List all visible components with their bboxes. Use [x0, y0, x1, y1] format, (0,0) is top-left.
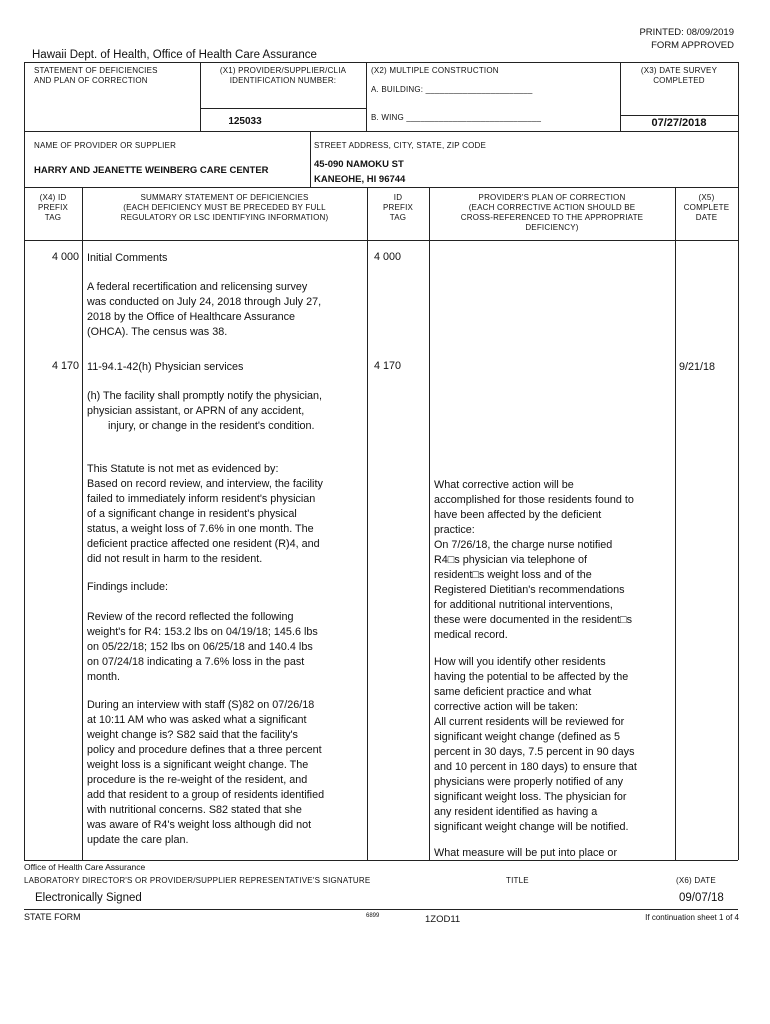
header-line: (X5)	[698, 193, 715, 202]
text-line: practice:	[434, 524, 475, 536]
header-line: ID	[393, 193, 403, 202]
text-line: was conducted on July 24, 2018 through July 27,	[87, 296, 322, 308]
rule	[738, 62, 739, 860]
header-line: PREFIX	[382, 203, 414, 212]
text-line: On 7/26/18, the charge nurse notified	[434, 539, 613, 551]
text-line: failed to immediately inform resident's physician	[87, 493, 316, 505]
rule	[24, 860, 738, 861]
text-line: What corrective action will be	[434, 479, 574, 491]
text-line: add that resident to a group of residents identified	[87, 789, 325, 801]
x5-header	[675, 193, 738, 223]
text-line: physician assistant, or APRN of any accident,	[87, 405, 305, 417]
header-line: DATE	[695, 213, 718, 222]
rule	[366, 62, 367, 131]
identify-residents-text	[434, 655, 637, 835]
rule	[82, 187, 83, 860]
staff-interview-text	[87, 698, 324, 848]
text-line: Based on record review, and interview, the facility	[87, 478, 323, 490]
text-line: month.	[87, 671, 121, 683]
state-form-label: STATE FORM	[24, 912, 81, 922]
header-line: PREFIX	[37, 203, 69, 212]
summary-header	[82, 193, 367, 223]
regulation-text	[87, 389, 322, 434]
header-line: (EACH CORRECTIVE ACTION SHOULD BE	[468, 203, 636, 212]
x1-label-line: IDENTIFICATION NUMBER:	[229, 76, 337, 85]
id-prefix-4000: 4 000	[374, 251, 402, 263]
agency-title: Hawaii Dept. of Health, Office of Health Care Assurance	[32, 49, 317, 61]
event-code: 1ZOD11	[425, 914, 461, 925]
text-line: update the care plan.	[87, 834, 189, 846]
signature-date: 09/07/18	[679, 892, 724, 904]
signature-label: LABORATORY DIRECTOR'S OR PROVIDER/SUPPLIER REPRESENTATIVE'S SIGNATURE	[24, 876, 371, 885]
statement-label-line: AND PLAN OF CORRECTION	[34, 76, 148, 85]
text-line: significant weight change (defined as 5	[434, 731, 621, 743]
text-line: corrective action will be taken:	[434, 701, 579, 713]
signature-value: Electronically Signed	[35, 892, 142, 904]
rule	[429, 187, 430, 860]
x3-label-line: COMPLETED	[653, 76, 705, 85]
header-line: COMPLETE	[683, 203, 730, 212]
text-line: medical record.	[434, 629, 508, 641]
text-line: any resident identified as having a	[434, 806, 598, 818]
text-line: weight's for R4: 153.2 lbs on 04/19/18; 145.6 lbs	[87, 626, 318, 638]
text-line: with nutritional concerns. S82 stated that she	[87, 804, 302, 816]
id-prefix-4170: 4 170	[374, 360, 402, 372]
provider-name-label: NAME OF PROVIDER OR SUPPLIER	[34, 141, 177, 150]
x6-date-label: (X6) DATE	[676, 876, 716, 885]
form-number: 6899	[366, 913, 380, 919]
x2-label: (X2) MULTIPLE CONSTRUCTION	[371, 66, 499, 75]
rule	[24, 131, 738, 132]
id-header	[367, 193, 429, 223]
rule	[24, 62, 25, 860]
print-info	[534, 26, 734, 52]
text-line: This Statute is not met as evidenced by:	[87, 463, 279, 475]
text-line: have been affected by the deficient	[434, 509, 602, 521]
weight-record-text	[87, 610, 318, 685]
text-line: same deficient practice and what	[434, 686, 592, 698]
plan-header	[429, 193, 675, 233]
title-label: TITLE	[506, 876, 529, 885]
text-line: on 07/24/18 indicating a 7.6% loss in the past	[87, 656, 305, 668]
text-line: During an interview with staff (S)82 on 07/26/18	[87, 699, 315, 711]
header-line: REGULATORY OR LSC IDENTIFYING INFORMATION)	[120, 213, 329, 222]
x3-label	[620, 66, 738, 86]
header-line: TAG	[44, 213, 62, 222]
rule	[200, 108, 366, 109]
tag-4170: 4 170	[51, 360, 79, 372]
rule	[620, 115, 738, 116]
text-line: policy and procedure defines that a three percent	[87, 744, 322, 756]
corrective-action-text	[434, 478, 634, 643]
header-line: PROVIDER'S PLAN OF CORRECTION	[478, 193, 626, 202]
physician-services-title: 11-94.1-42(h) Physician services	[87, 361, 244, 373]
header-line: TAG	[389, 213, 407, 222]
statement-label-line: STATEMENT OF DEFICIENCIES	[34, 66, 158, 75]
rule	[24, 187, 738, 188]
initial-comments-text	[87, 280, 321, 340]
text-line: (h) The facility shall promptly notify the physician,	[87, 390, 323, 402]
text-line: status, a weight loss of 7.6% in one month. The	[87, 523, 314, 535]
initial-comments-title: Initial Comments	[87, 252, 168, 264]
measure-text: What measure will be put into place or	[434, 847, 618, 859]
continuation-sheet: If continuation sheet 1 of 4	[645, 913, 739, 922]
text-line: of a significant change in resident's physical	[87, 508, 297, 520]
text-line: Review of the record reflected the following	[87, 611, 294, 623]
x4-header	[24, 193, 82, 223]
rule	[310, 131, 311, 187]
text-line: R4□s physician via telephone of	[434, 554, 587, 566]
provider-name: HARRY AND JEANETTE WEINBERG CARE CENTER	[34, 165, 269, 176]
city-state-zip: KANEOHE, HI 96744	[314, 174, 406, 185]
text-line: (OHCA). The census was 38.	[87, 326, 228, 338]
text-line: All current residents will be reviewed for	[434, 716, 625, 728]
rule	[367, 187, 368, 860]
text-line: percent in 30 days, 7.5 percent in 90 days	[434, 746, 635, 758]
x1-label-line: (X1) PROVIDER/SUPPLIER/CLIA	[219, 66, 347, 75]
rule	[24, 909, 738, 910]
building-field: A. BUILDING: _______________________	[371, 85, 533, 94]
text-line: physicians were properly notified of any	[434, 776, 624, 788]
header-line: CROSS-REFERENCED TO THE APPROPRIATE	[460, 213, 644, 222]
rule	[675, 187, 676, 860]
text-line: deficient practice affected one resident (R)4, and	[87, 538, 320, 550]
footer-office: Office of Health Care Assurance	[24, 862, 146, 872]
header-line: (X4) ID	[39, 193, 67, 202]
statute-not-met-text	[87, 462, 323, 567]
header-line: SUMMARY STATEMENT OF DEFICIENCIES	[140, 193, 309, 202]
survey-date: 07/27/2018	[651, 117, 707, 129]
x3-label-line: (X3) DATE SURVEY	[640, 66, 718, 75]
text-line: weight change is? S82 said that the facility's	[87, 729, 298, 741]
street-address: 45-090 NAMOKU ST	[314, 159, 404, 170]
text-line: did not result in harm to the resident.	[87, 553, 263, 565]
tag-4000: 4 000	[51, 251, 79, 263]
text-line: significant weight change will be notified.	[434, 821, 629, 833]
text-line: at 10:11 AM who was asked what a significant	[87, 714, 307, 726]
completion-date: 9/21/18	[679, 361, 716, 373]
text-line: resident□s weight loss and of the	[434, 569, 592, 581]
text-line: How will you identify other residents	[434, 656, 606, 668]
text-line: accomplished for those residents found to	[434, 494, 634, 506]
header-line: (EACH DEFICIENCY MUST BE PRECEDED BY FULL	[123, 203, 326, 212]
wing-field: B. WING _____________________________	[371, 113, 542, 122]
text-line: Registered Dietitian's recommendations	[434, 584, 625, 596]
text-line: for additional nutritional interventions,	[434, 599, 613, 611]
provider-address	[314, 157, 405, 187]
statement-label	[34, 66, 158, 86]
text-line: procedure is the re-weight of the resident, and	[87, 774, 308, 786]
text-line: significant weight loss. The physician for	[434, 791, 627, 803]
text-line: was aware of R4's weight loss although did not	[87, 819, 312, 831]
text-line: injury, or change in the resident's condition.	[108, 420, 315, 432]
printed-date: PRINTED: 08/09/2019	[639, 27, 734, 38]
address-label: STREET ADDRESS, CITY, STATE, ZIP CODE	[314, 141, 487, 150]
text-line: these were documented in the resident□s	[434, 614, 632, 626]
header-line: DEFICIENCY)	[525, 223, 579, 232]
text-line: having the potential to be affected by the	[434, 671, 629, 683]
text-line: and 10 percent in 180 days) to ensure that	[434, 761, 637, 773]
text-line: 2018 by the Office of Healthcare Assurance	[87, 311, 296, 323]
text-line: A federal recertification and relicensing survey	[87, 281, 308, 293]
rule	[24, 240, 738, 241]
text-line: on 05/22/18; 152 lbs on 06/25/18 and 140.4 lbs	[87, 641, 313, 653]
text-line: weight loss is a significant weight change. The	[87, 759, 309, 771]
rule	[24, 62, 738, 63]
x1-label	[200, 66, 366, 86]
findings-include: Findings include:	[87, 581, 169, 593]
form-approved: FORM APPROVED	[651, 40, 734, 51]
provider-id-number: 125033	[228, 116, 262, 127]
